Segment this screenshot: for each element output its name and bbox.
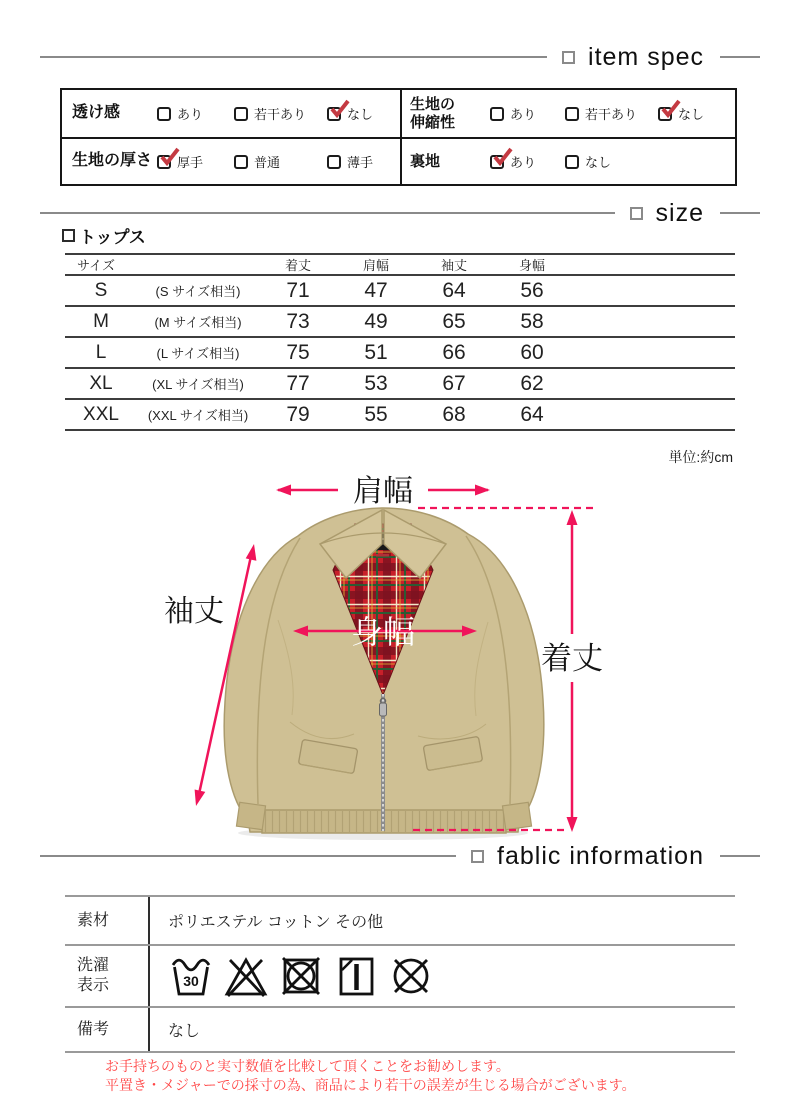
spec-option: 若干あり bbox=[565, 104, 658, 123]
do-not-bleach-icon bbox=[223, 953, 269, 999]
checkbox-checked bbox=[327, 107, 341, 121]
fabric-table bbox=[65, 895, 735, 1053]
spec-option: あり bbox=[490, 104, 565, 123]
spec-cell-stretch bbox=[400, 90, 735, 137]
notes-value: なし bbox=[168, 1023, 201, 1040]
checkbox-unchecked bbox=[157, 107, 171, 121]
care-row bbox=[65, 944, 735, 1006]
jacket-diagram-svg bbox=[150, 470, 790, 850]
checkbox-checked bbox=[157, 155, 171, 169]
spec-option: なし bbox=[565, 152, 611, 171]
spec-cell-sheerness bbox=[62, 90, 400, 137]
size-row-s: S (S サイズ相当) 71 47 64 56 bbox=[65, 276, 735, 307]
checkbox-unchecked bbox=[490, 107, 504, 121]
shoulder-width-label: 肩幅 bbox=[353, 475, 413, 508]
size-title: size bbox=[655, 198, 704, 227]
size-header bbox=[40, 200, 760, 226]
material-label: 素材 bbox=[65, 897, 150, 944]
fabric-info-header bbox=[40, 843, 760, 869]
spec-cell-lining bbox=[400, 137, 735, 184]
unit-note: 単位:約cm bbox=[668, 449, 733, 465]
column-header-shoulder: 肩幅 bbox=[362, 258, 389, 273]
checkbox-unchecked bbox=[565, 107, 579, 121]
spec-label: 裏地 bbox=[410, 152, 441, 170]
category-label: トップス bbox=[79, 228, 146, 247]
size-table bbox=[65, 253, 735, 431]
jacket-illustration bbox=[224, 508, 544, 840]
check-icon bbox=[660, 99, 682, 119]
divider-line bbox=[40, 855, 456, 857]
checkbox-unchecked bbox=[234, 155, 248, 169]
fabric-info-title: fablic information bbox=[497, 841, 704, 870]
spec-label: 透け感 bbox=[72, 104, 121, 122]
spec-option: 厚手 bbox=[157, 152, 234, 171]
footer-disclaimer bbox=[105, 1057, 745, 1095]
spec-option: なし bbox=[327, 104, 373, 123]
size-row-xl: XL (XL サイズ相当) 77 53 67 62 bbox=[65, 369, 735, 400]
care-symbols bbox=[168, 953, 434, 999]
size-row-m: M (M サイズ相当) 73 49 65 58 bbox=[65, 307, 735, 338]
material-value: ポリエステル コットン その他 bbox=[168, 914, 384, 931]
sleeve-length-label: 袖丈 bbox=[164, 595, 224, 628]
item-spec-header bbox=[40, 44, 760, 70]
spec-table bbox=[60, 88, 737, 186]
wash-30-icon bbox=[168, 953, 214, 999]
checkbox-unchecked bbox=[234, 107, 248, 121]
square-bullet-icon bbox=[62, 229, 75, 242]
spec-option: あり bbox=[490, 152, 565, 171]
svg-text:30: 30 bbox=[183, 973, 199, 989]
divider-line bbox=[720, 212, 760, 214]
spec-label: 生地の伸縮性 bbox=[410, 96, 456, 131]
checkbox-checked bbox=[490, 155, 504, 169]
material-row bbox=[65, 895, 735, 944]
checkbox-checked bbox=[658, 107, 672, 121]
column-header-sleeve: 袖丈 bbox=[440, 258, 467, 273]
checkbox-unchecked bbox=[327, 155, 341, 169]
size-row-l: L (L サイズ相当) 75 51 66 60 bbox=[65, 338, 735, 369]
measurement-diagram bbox=[150, 470, 790, 850]
care-label: 洗濯表示 bbox=[65, 946, 150, 1006]
spec-cell-thickness bbox=[62, 137, 400, 184]
square-bullet-icon bbox=[471, 850, 484, 863]
square-bullet-icon bbox=[562, 51, 575, 64]
zipper-pull bbox=[380, 703, 387, 716]
spec-option: 薄手 bbox=[327, 152, 373, 171]
disclaimer-line-1: お手持ちのものと実寸数値を比較して頂くことをお勧めします。 bbox=[105, 1058, 510, 1074]
notes-row bbox=[65, 1006, 735, 1053]
check-icon bbox=[492, 147, 514, 167]
size-row-xxl: XXL (XXL サイズ相当) 79 55 68 64 bbox=[65, 400, 735, 431]
column-header-length: 着丈 bbox=[284, 258, 311, 273]
item-spec-title: item spec bbox=[588, 42, 704, 71]
body-length-label: 着丈 bbox=[541, 641, 603, 676]
size-table-header bbox=[65, 255, 735, 276]
notes-label: 備考 bbox=[65, 1008, 150, 1051]
do-not-tumble-dry-icon bbox=[278, 953, 324, 999]
spec-option: なし bbox=[658, 104, 704, 123]
do-not-dry-clean-icon bbox=[388, 953, 434, 999]
divider-line bbox=[720, 56, 760, 58]
column-header-width: 身幅 bbox=[518, 258, 545, 273]
spec-option: あり bbox=[157, 104, 234, 123]
body-width-label: 身幅 bbox=[350, 614, 416, 650]
checkbox-unchecked bbox=[565, 155, 579, 169]
disclaimer-line-2: 平置き・メジャーでの採寸の為、商品により若干の誤差が生じる場合がございます。 bbox=[105, 1076, 636, 1093]
divider-line bbox=[720, 855, 760, 857]
divider-line bbox=[40, 212, 615, 214]
category-heading bbox=[62, 223, 146, 248]
check-icon bbox=[329, 99, 351, 119]
check-icon bbox=[159, 147, 181, 167]
spec-option: 普通 bbox=[234, 152, 327, 171]
spec-label: 生地の厚さ bbox=[72, 152, 153, 170]
line-dry-in-shade-icon bbox=[333, 953, 379, 999]
spec-option: 若干あり bbox=[234, 104, 327, 123]
divider-line bbox=[40, 56, 547, 58]
column-header-size: サイズ bbox=[77, 258, 115, 273]
square-bullet-icon bbox=[630, 207, 643, 220]
